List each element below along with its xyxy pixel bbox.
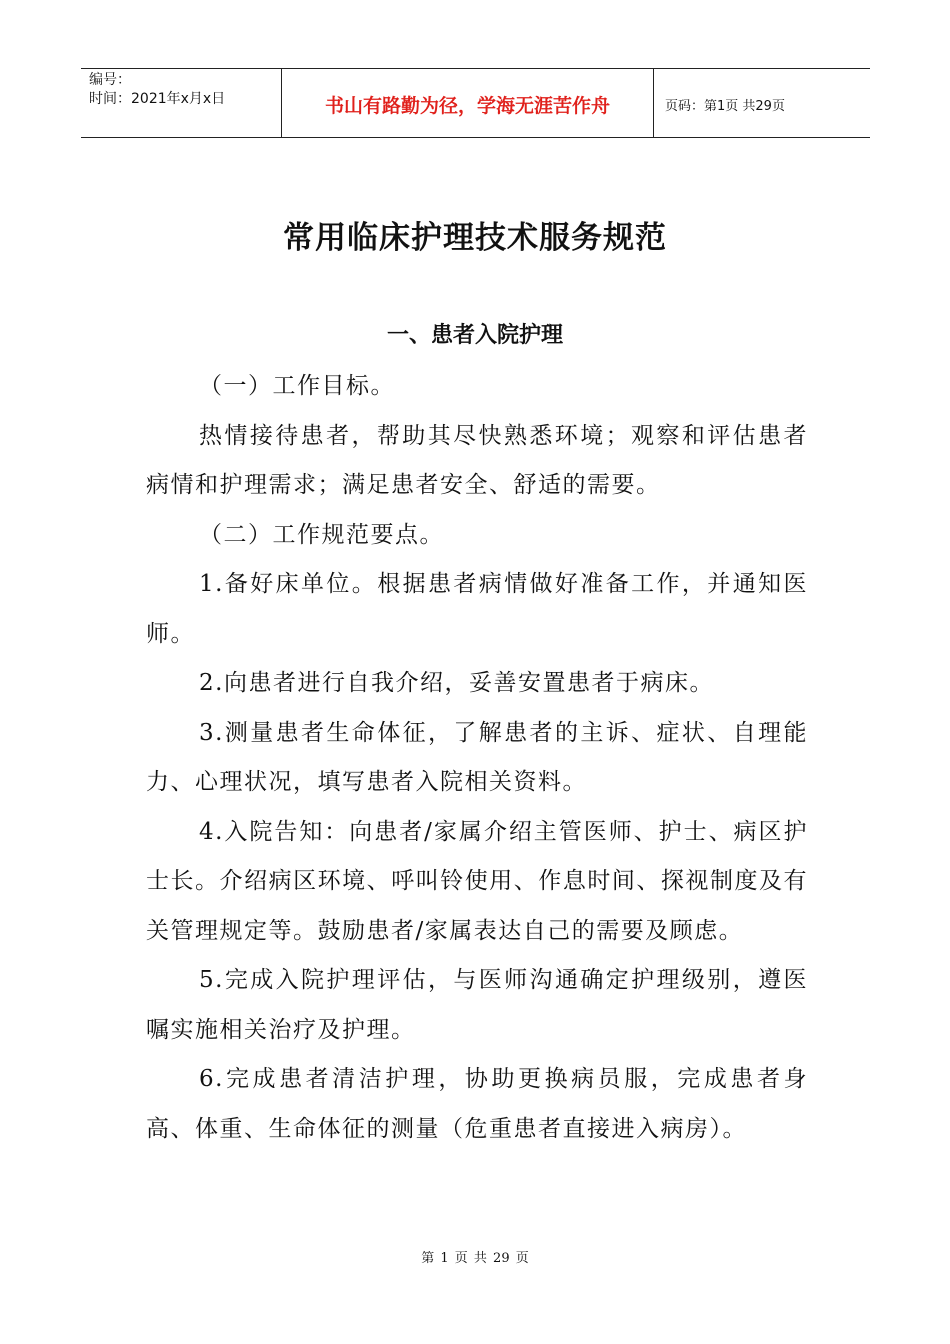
section-heading: 一、患者入院护理 — [386, 323, 563, 348]
document-title: 常用临床护理技术服务规范 — [283, 220, 667, 256]
paragraph: （二）工作规范要点。 — [199, 521, 444, 548]
paragraph: 热情接待患者，帮助其尽快熟悉环境；观察和评估患者病情和护理需求；满足患者安全、舒适的需要。 — [146, 422, 808, 498]
header-motto: 书山有路勤为径，学海无涯苦作舟 — [281, 69, 654, 137]
document-body — [146, 362, 808, 1154]
number-label: 编号： — [89, 72, 131, 88]
paragraph: （一）工作目标。 — [199, 373, 395, 399]
header-page-label: 页码：第1页 共29页 — [665, 98, 785, 114]
paragraph: 6.完成患者清洁护理，协助更换病员服，完成患者身高、体重、生命体征的测量（危重患者直接进入病房）。 — [146, 1066, 808, 1142]
page-header — [81, 68, 870, 138]
paragraph: 5.完成入院护理评估，与医师沟通确定护理级别，遵医嘱实施相关治疗及护理。 — [146, 967, 808, 1043]
paragraph: 2.向患者进行自我介绍，妥善安置患者于病床。 — [199, 670, 714, 696]
header-meta — [81, 69, 281, 137]
paragraph: 4.入院告知：向患者/家属介绍主管医师、护士、病区护士长。介绍病区环境、呼叫铃使用、作息时间、探视制度及有关管理规定等。鼓励患者/家属表达自己的需要及顾虑。 — [146, 818, 808, 944]
time-label: 时间：2021年x月x日 — [89, 91, 226, 107]
paragraph: 1.备好床单位。根据患者病情做好准备工作，并通知医师。 — [146, 571, 808, 647]
paragraph: 3.测量患者生命体征，了解患者的主诉、症状、自理能力、心理状况，填写患者入院相关资料。 — [146, 719, 808, 795]
page-footer: 第 1 页 共 29 页 — [421, 1251, 529, 1266]
